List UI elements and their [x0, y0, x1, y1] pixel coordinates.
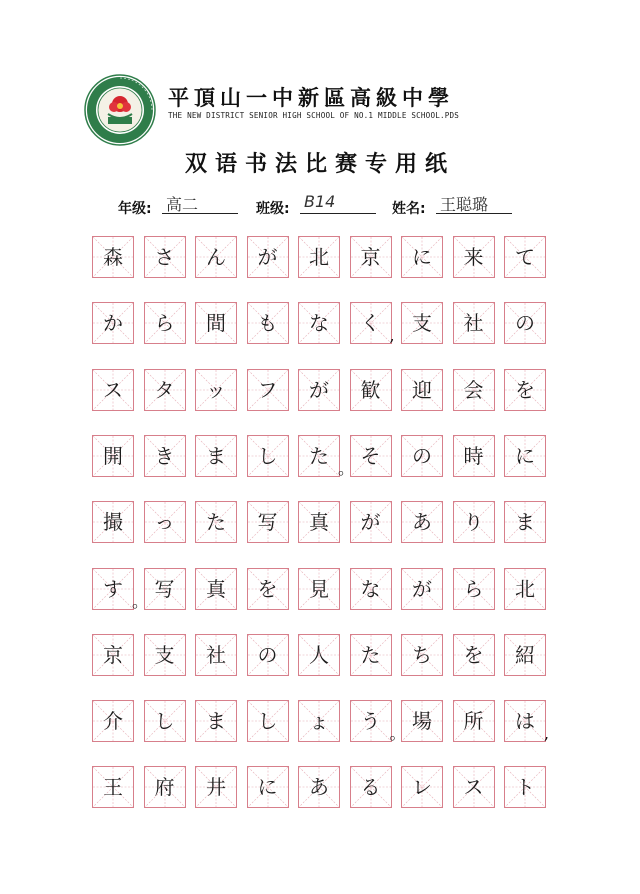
- grade-label: 年级:: [118, 201, 152, 217]
- grid-cell: [453, 568, 495, 610]
- handwritten-character: 介: [103, 709, 123, 734]
- grid-cell: [247, 435, 289, 477]
- handwritten-character: を: [257, 576, 278, 601]
- grid-cell: [92, 766, 134, 808]
- grid-cell: [247, 766, 289, 808]
- grid-cell: [504, 634, 546, 676]
- grid-cell: [92, 634, 134, 676]
- school-name-english: THE NEW DISTRICT SENIOR HIGH SCHOOL OF NO.1 MIDDLE SCHOOL.PDS: [168, 111, 460, 120]
- handwritten-character: の: [412, 443, 432, 468]
- handwritten-character: の: [515, 311, 535, 336]
- grid-cell: [195, 236, 237, 278]
- handwritten-character: に: [515, 443, 535, 468]
- grid-cell: [504, 236, 546, 278]
- grid-cell: [92, 236, 134, 278]
- grid-cell: [298, 302, 340, 344]
- grid-cell: [92, 501, 134, 543]
- handwritten-character: な: [360, 576, 381, 601]
- handwritten-character: 王: [103, 775, 123, 800]
- grid-cell: [195, 700, 237, 742]
- handwritten-character: ら: [154, 311, 175, 336]
- handwritten-character: た: [309, 443, 329, 468]
- grid-cell: [247, 369, 289, 411]
- grid-cell: [298, 766, 340, 808]
- handwritten-character: ト: [515, 775, 535, 800]
- handwritten-character: 人: [309, 642, 329, 667]
- handwritten-character: 井: [206, 775, 226, 800]
- grid-cell: [195, 766, 237, 808]
- handwritten-character: も: [257, 311, 278, 336]
- handwritten-character: 撮: [103, 510, 123, 535]
- grid-cell: [144, 302, 186, 344]
- class-field: B14: [300, 192, 376, 214]
- grid-cell: [92, 302, 134, 344]
- grid-cell: [350, 568, 392, 610]
- handwritten-character: か: [103, 311, 123, 336]
- grid-cell: [247, 634, 289, 676]
- handwritten-character: 京: [360, 245, 381, 269]
- grid-cell: [401, 766, 443, 808]
- grid-cell: [298, 236, 340, 278]
- handwritten-character: は: [515, 709, 535, 734]
- grid-cell: [195, 302, 237, 344]
- grid-cell: [298, 700, 340, 742]
- handwritten-character: 支: [412, 311, 432, 336]
- grid-cell: [195, 435, 237, 477]
- handwritten-character: 支: [154, 642, 175, 667]
- handwritten-character: る: [360, 775, 381, 800]
- handwritten-character: す: [103, 576, 123, 601]
- class-label: 班级:: [256, 201, 290, 217]
- handwritten-character: な: [309, 311, 329, 336]
- handwritten-character: し: [257, 709, 278, 734]
- grid-cell: [350, 302, 392, 344]
- grid-cell: [350, 700, 392, 742]
- handwritten-character: ま: [206, 709, 226, 734]
- handwritten-character: 北: [515, 576, 535, 601]
- grid-cell: [504, 568, 546, 610]
- handwritten-character: 紹: [515, 642, 535, 667]
- grid-cell: [401, 435, 443, 477]
- grid-cell: [401, 369, 443, 411]
- grid-cell: [298, 435, 340, 477]
- grid-cell: [195, 369, 237, 411]
- handwritten-character: を: [515, 377, 535, 402]
- handwritten-character: く: [360, 311, 381, 336]
- grid-cell: [144, 700, 186, 742]
- handwritten-character: が: [360, 510, 381, 535]
- grid-cell: [92, 700, 134, 742]
- handwritten-character: 所: [463, 709, 484, 734]
- handwritten-character: し: [154, 709, 175, 734]
- handwritten-character: 社: [206, 642, 226, 667]
- grid-cell: [350, 369, 392, 411]
- grid-cell: [504, 700, 546, 742]
- handwritten-character: 京: [103, 642, 123, 667]
- handwritten-character: 時: [463, 443, 484, 468]
- grid-cell: [350, 766, 392, 808]
- handwritten-character: 真: [309, 510, 329, 535]
- handwritten-character: ス: [103, 377, 123, 402]
- grid-cell: [504, 435, 546, 477]
- handwritten-character: を: [463, 642, 484, 667]
- grid-cell: [504, 766, 546, 808]
- grid-cell: [298, 634, 340, 676]
- grid-cell: [453, 302, 495, 344]
- grid-cell: [401, 302, 443, 344]
- punctuation-mark: ,: [544, 724, 550, 744]
- handwritten-character: 森: [103, 245, 123, 269]
- handwritten-character: ち: [412, 642, 432, 667]
- punctuation-mark: 。: [338, 458, 355, 478]
- handwritten-character: 来: [463, 245, 484, 269]
- handwritten-character: ま: [206, 443, 226, 468]
- handwritten-character: ら: [463, 576, 484, 601]
- handwritten-character: の: [257, 642, 278, 667]
- handwritten-character: り: [463, 510, 484, 535]
- handwritten-character: あ: [412, 510, 432, 535]
- grid-cell: [144, 435, 186, 477]
- handwritten-character: ま: [515, 510, 535, 535]
- grid-cell: [92, 568, 134, 610]
- grid-cell: [401, 236, 443, 278]
- handwritten-character: 府: [154, 775, 175, 800]
- grade-field: 高二: [162, 192, 238, 214]
- grid-cell: [247, 236, 289, 278]
- handwritten-character: 迎: [412, 377, 432, 402]
- handwritten-character: 開: [103, 443, 123, 468]
- grid-cell: [144, 369, 186, 411]
- handwritten-character: 見: [309, 576, 329, 601]
- handwritten-character: た: [360, 642, 381, 667]
- grid-cell: [350, 435, 392, 477]
- grid-cell: [453, 700, 495, 742]
- handwritten-character: が: [309, 377, 329, 402]
- grid-cell: [144, 568, 186, 610]
- handwritten-character: 写: [257, 510, 278, 535]
- handwritten-character: 会: [463, 377, 484, 402]
- grid-cell: [92, 369, 134, 411]
- grid-cell: [247, 302, 289, 344]
- handwritten-character: ん: [206, 245, 226, 269]
- grid-cell: [401, 700, 443, 742]
- grid-cell: [453, 501, 495, 543]
- handwritten-character: に: [257, 775, 278, 800]
- handwritten-character: 真: [206, 576, 226, 601]
- punctuation-mark: 。: [132, 591, 149, 611]
- handwritten-character: が: [412, 576, 432, 601]
- name-field: 王聪璐: [436, 192, 512, 214]
- school-name-chinese: 平頂山一中新區高級中學: [168, 85, 454, 110]
- handwritten-character: 北: [309, 245, 329, 269]
- handwritten-character: た: [206, 510, 226, 535]
- grid-cell: [144, 766, 186, 808]
- handwritten-character: さ: [154, 245, 175, 269]
- grid-cell: [401, 634, 443, 676]
- grid-cell: [453, 766, 495, 808]
- grid-cell: [504, 501, 546, 543]
- grid-cell: [144, 634, 186, 676]
- grid-cell: [195, 634, 237, 676]
- grid-cell: [504, 302, 546, 344]
- handwritten-character: 写: [154, 576, 175, 601]
- grid-cell: [247, 568, 289, 610]
- handwritten-character: ょ: [309, 709, 329, 734]
- handwritten-character: あ: [309, 775, 329, 800]
- grid-cell: [144, 501, 186, 543]
- grid-cell: [92, 435, 134, 477]
- grid-cell: [144, 236, 186, 278]
- grid-cell: [298, 369, 340, 411]
- handwritten-character: う: [360, 709, 381, 734]
- grid-cell: [504, 369, 546, 411]
- grid-cell: [298, 501, 340, 543]
- grid-cell: [195, 568, 237, 610]
- handwritten-character: レ: [412, 775, 432, 800]
- grid-cell: [453, 435, 495, 477]
- punctuation-mark: 。: [389, 724, 406, 744]
- punctuation-mark: ,: [389, 326, 395, 346]
- school-logo-emblem: [84, 74, 156, 146]
- handwritten-character: に: [412, 245, 432, 269]
- name-label: 姓名:: [392, 201, 426, 217]
- handwritten-character: 間: [206, 311, 226, 336]
- handwritten-character: っ: [154, 510, 175, 535]
- handwritten-character: 社: [463, 311, 484, 336]
- handwritten-character: 歓: [360, 377, 381, 402]
- grid-cell: [453, 236, 495, 278]
- handwritten-character: フ: [257, 377, 278, 402]
- grid-cell: [401, 568, 443, 610]
- grid-cell: [350, 634, 392, 676]
- handwritten-character: が: [257, 245, 278, 269]
- grid-cell: [350, 501, 392, 543]
- grid-cell: [453, 369, 495, 411]
- handwritten-character: ッ: [206, 377, 226, 402]
- handwritten-character: そ: [360, 443, 381, 468]
- handwritten-character: ス: [463, 775, 484, 800]
- handwritten-character: タ: [154, 377, 175, 402]
- grid-cell: [298, 568, 340, 610]
- grid-cell: [195, 501, 237, 543]
- handwritten-character: 場: [412, 709, 432, 734]
- grid-cell: [247, 700, 289, 742]
- grid-cell: [453, 634, 495, 676]
- handwritten-character: き: [154, 443, 175, 468]
- grid-cell: [247, 501, 289, 543]
- sheet-title: 双语书法比赛专用纸: [184, 152, 455, 177]
- grid-cell: [350, 236, 392, 278]
- grid-cell: [401, 501, 443, 543]
- handwritten-character: し: [257, 443, 278, 468]
- handwritten-character: て: [515, 245, 535, 269]
